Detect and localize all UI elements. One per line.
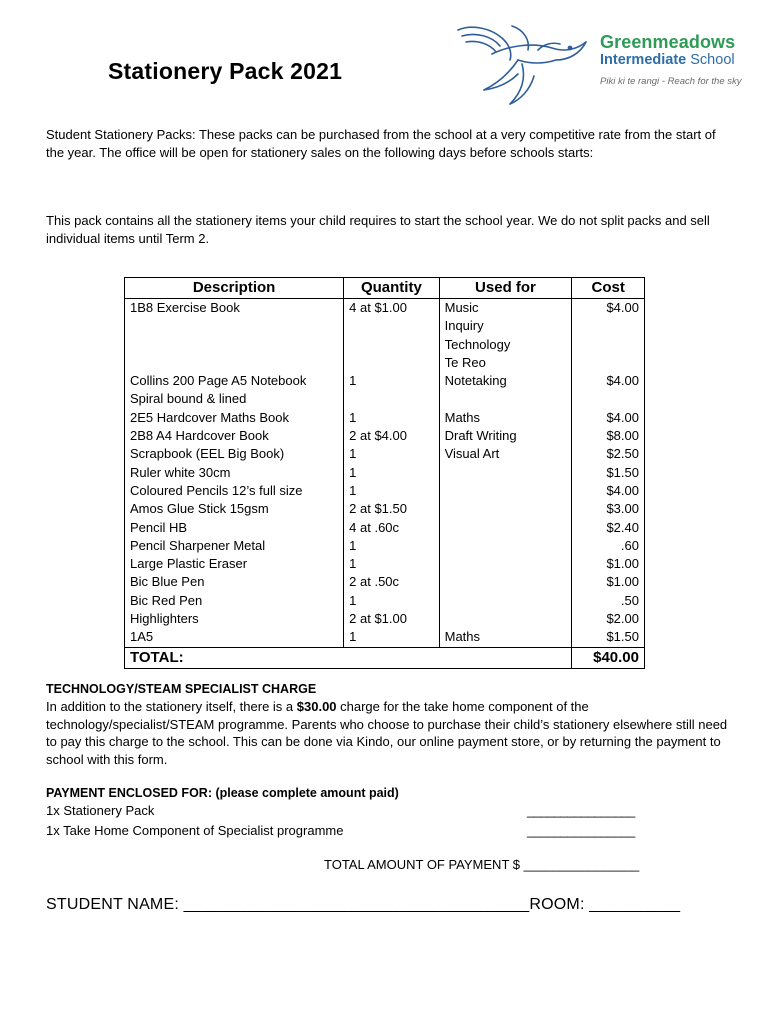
- bird-logo-icon: [452, 20, 592, 112]
- cell-cost: $8.00: [572, 427, 645, 445]
- cell-quantity: 1: [344, 537, 439, 555]
- used-for-line: Technology: [444, 336, 511, 352]
- cell-quantity: 1: [344, 464, 439, 482]
- table-row: [125, 573, 645, 591]
- table-header-row: [125, 278, 645, 299]
- used-for-line: Notetaking: [444, 373, 507, 389]
- used-for-line: Music: [444, 300, 479, 315]
- intro-paragraph-1: Student Stationery Packs: These packs can be purchased from the school at a very competitive rate from the start of the year. The office will be open for stationery sales on the following days before schools starts:: [46, 127, 716, 160]
- payment-line-specialist: 1x Take Home Component of Specialist programme: [46, 823, 344, 838]
- table-row: [125, 482, 645, 500]
- technology-body-after: charge for the take home component of the technology/specialist/STEAM programme. Parents who choose to purchase their child’s stationery elsewhere still need to pay this charge to the school. This can be done via Kindo, our online payment store, or by returning the payment to school with this form.: [46, 699, 728, 767]
- cell-quantity: 1: [344, 482, 439, 500]
- cell-used-for: [439, 445, 572, 463]
- cell-description: [125, 427, 344, 445]
- cell-quantity: 4 at .60c: [344, 519, 439, 537]
- cell-cost: .60: [572, 537, 645, 555]
- description-line: Pencil Sharpener Metal: [130, 537, 266, 553]
- table-row: [125, 555, 645, 573]
- cell-quantity: 1: [344, 592, 439, 610]
- payment-blank-specialist[interactable]: ________________: [527, 823, 635, 838]
- used-for-line: Te Reo: [444, 354, 486, 370]
- school-subtitle-word: School: [690, 52, 735, 68]
- cell-description: [125, 409, 344, 427]
- description-line: Pencil HB: [130, 519, 188, 535]
- description-line: Spiral bound & lined: [130, 391, 247, 407]
- cell-used-for: [439, 592, 572, 610]
- cell-cost: $1.00: [572, 555, 645, 573]
- description-line: 1A5: [130, 629, 154, 645]
- cell-quantity: 2 at $4.00: [344, 427, 439, 445]
- cell-quantity: 1: [344, 409, 439, 427]
- header-cost: Cost: [572, 278, 645, 299]
- cell-cost: .50: [572, 592, 645, 610]
- used-for-line: Inquiry: [444, 318, 484, 334]
- payment-blank-stationery[interactable]: ________________: [527, 803, 635, 818]
- description-line: Scrapbook (EEL Big Book): [130, 446, 285, 462]
- cell-cost: $1.50: [572, 464, 645, 482]
- description-line: 2B8 A4 Hardcover Book: [130, 428, 269, 444]
- description-line: Bic Blue Pen: [130, 574, 205, 590]
- table-row: [125, 409, 645, 427]
- school-subtitle: [600, 52, 735, 68]
- cell-used-for: [439, 464, 572, 482]
- cell-quantity: 1: [344, 445, 439, 463]
- payment-line-stationery: 1x Stationery Pack: [46, 803, 155, 818]
- cell-description: [125, 555, 344, 573]
- table-row: [125, 372, 645, 409]
- technology-heading: TECHNOLOGY/STEAM SPECIALIST CHARGE: [46, 682, 317, 696]
- cell-description: [125, 299, 344, 373]
- cell-cost: $3.00: [572, 500, 645, 518]
- stationery-table: [124, 277, 645, 669]
- description-line: Collins 200 Page A5 Notebook: [130, 373, 307, 389]
- table-row: [125, 537, 645, 555]
- cell-description: [125, 628, 344, 647]
- cell-used-for: [439, 555, 572, 573]
- cell-quantity: 4 at $1.00: [344, 299, 439, 373]
- total-row: [125, 647, 645, 668]
- cell-cost: $4.00: [572, 372, 645, 409]
- table-row: [125, 592, 645, 610]
- cell-used-for: [439, 628, 572, 647]
- header-quantity: Quantity: [344, 278, 439, 299]
- description-line: Coloured Pencils 12’s full size: [130, 482, 303, 498]
- cell-used-for: [439, 573, 572, 591]
- cell-description: [125, 519, 344, 537]
- cell-used-for: [439, 427, 572, 445]
- cell-description: [125, 445, 344, 463]
- cell-used-for: [439, 372, 572, 409]
- description-line: Ruler white 30cm: [130, 464, 231, 480]
- used-for-line: Maths: [444, 409, 481, 425]
- cell-cost: $2.40: [572, 519, 645, 537]
- technology-body-before: In addition to the stationery itself, there is a: [46, 699, 297, 714]
- table-row: [125, 628, 645, 647]
- cell-description: [125, 573, 344, 591]
- total-label: TOTAL:: [125, 647, 572, 668]
- description-line: Bic Red Pen: [130, 592, 203, 608]
- cell-description: [125, 482, 344, 500]
- cell-quantity: 2 at .50c: [344, 573, 439, 591]
- cell-quantity: 1: [344, 628, 439, 647]
- cell-cost: $1.00: [572, 573, 645, 591]
- cell-cost: $4.00: [572, 299, 645, 373]
- technology-amount: $30.00: [296, 699, 337, 714]
- cell-quantity: 2 at $1.50: [344, 500, 439, 518]
- cell-used-for: [439, 299, 572, 373]
- cell-description: [125, 537, 344, 555]
- cell-cost: $2.00: [572, 610, 645, 628]
- cell-used-for: [439, 500, 572, 518]
- table-row: [125, 299, 645, 373]
- table-row: [125, 445, 645, 463]
- cell-used-for: [439, 537, 572, 555]
- student-name-room-line[interactable]: STUDENT NAME: ______________________________________ROOM: __________: [46, 896, 681, 913]
- table-row: [125, 519, 645, 537]
- description-line: 1B8 Exercise Book: [130, 300, 240, 315]
- page-title: Stationery Pack 2021: [108, 58, 343, 84]
- cell-used-for: [439, 519, 572, 537]
- used-for-line: Draft Writing: [444, 428, 517, 444]
- description-line: Amos Glue Stick 15gsm: [130, 501, 269, 517]
- cell-description: [125, 372, 344, 409]
- intro-paragraph-2: This pack contains all the stationery items your child requires to start the school year. We do not split packs and sell individual items until Term 2.: [46, 213, 710, 246]
- cell-description: [125, 500, 344, 518]
- cell-used-for: [439, 409, 572, 427]
- cell-cost: $4.00: [572, 482, 645, 500]
- school-motto: Piki ki te rangi - Reach for the sky: [600, 76, 742, 87]
- cell-used-for: [439, 482, 572, 500]
- table-row: [125, 500, 645, 518]
- cell-description: [125, 592, 344, 610]
- payment-heading: PAYMENT ENCLOSED FOR: (please complete amount paid): [46, 786, 399, 800]
- total-value: $40.00: [572, 647, 645, 668]
- cell-used-for: [439, 610, 572, 628]
- used-for-line: Visual Art: [444, 446, 500, 462]
- header-description: Description: [125, 278, 344, 299]
- cell-quantity: 1: [344, 555, 439, 573]
- cell-description: [125, 610, 344, 628]
- cell-cost: $4.00: [572, 409, 645, 427]
- table-row: [125, 610, 645, 628]
- header-used-for: Used for: [439, 278, 572, 299]
- technology-body: [46, 698, 736, 768]
- total-payment-line[interactable]: TOTAL AMOUNT OF PAYMENT $ ________________: [324, 857, 640, 872]
- table-body: [125, 299, 645, 648]
- cell-quantity: 2 at $1.00: [344, 610, 439, 628]
- school-name: Greenmeadows: [600, 32, 736, 52]
- cell-cost: $2.50: [572, 445, 645, 463]
- description-line: Large Plastic Eraser: [130, 556, 248, 572]
- school-subtitle-bold: Intermediate: [600, 52, 687, 68]
- description-line: Highlighters: [130, 611, 199, 627]
- table-row: [125, 427, 645, 445]
- used-for-line: Maths: [444, 629, 481, 645]
- table-row: [125, 464, 645, 482]
- cell-cost: $1.50: [572, 628, 645, 647]
- cell-quantity: 1: [344, 372, 439, 409]
- cell-description: [125, 464, 344, 482]
- description-line: 2E5 Hardcover Maths Book: [130, 409, 289, 425]
